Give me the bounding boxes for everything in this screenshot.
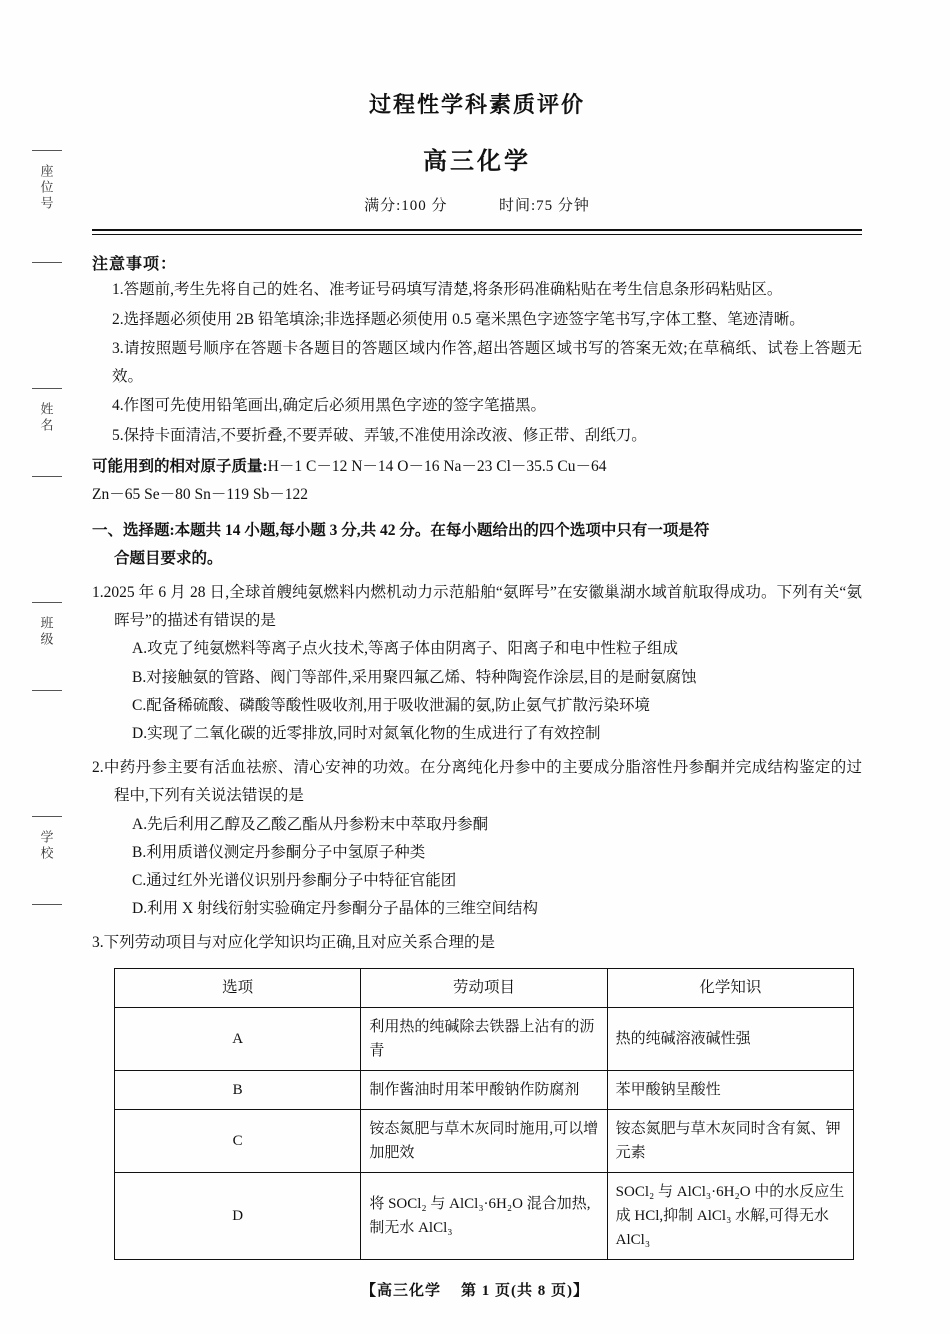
section-heading-line1: 一、选择题:本题共 14 小题,每小题 3 分,共 42 分。在每小题给出的四个选项中只有一项是符 [92, 522, 710, 540]
table-row [115, 1110, 854, 1173]
atomic-mass-block [92, 453, 862, 509]
table-row [115, 1008, 854, 1071]
question-1-option-a: A.攻克了纯氨燃料等离子点火技术,等离子体由阴离子、阳离子和电中性粒子组成 [132, 640, 678, 658]
notice-item: 4.作图可先使用铅笔画出,确定后必须用黑色字迹的签字笔描黑。 [112, 397, 547, 415]
margin-rule [32, 816, 62, 817]
question-1-option-b: B.对接触氨的管路、阀门等部件,采用聚四氟乙烯、特种陶瓷作涂层,目的是耐氨腐蚀 [132, 668, 697, 686]
section-heading [92, 517, 862, 573]
margin-label-seat: 座位号 [38, 164, 54, 212]
subject-title: 高三化学 [423, 149, 531, 175]
footer-left-bracket: 【 [360, 1283, 377, 1299]
margin-rule [32, 690, 62, 691]
question-3-stem: 3.下列劳动项目与对应化学知识均正确,且对应关系合理的是 [92, 934, 496, 952]
question-2-stem: 2.中药丹参主要有活血祛瘀、清心安神的功效。在分离纯化丹参中的主要成分脂溶性丹参酮并完成结构鉴定的过程中,下列有关说法错误的是 [92, 759, 862, 805]
atomic-mass-label: 可能用到的相对原子质量: [92, 458, 268, 476]
header-divider [92, 229, 862, 235]
atomic-mass-line1: H－1 C－12 N－14 O－16 Na－23 Cl－35.5 Cu－64 [267, 458, 607, 476]
notice-title: 注意事项： [92, 256, 178, 273]
margin-label-school: 学校 [38, 830, 54, 862]
table-header-knowledge: 化学知识 [607, 968, 853, 1008]
question-2-option-d: D.利用 X 射线衍射实验确定丹参酮分子晶体的三维空间结构 [132, 900, 539, 918]
margin-rule [32, 388, 62, 389]
margin-rule [32, 904, 62, 905]
notice-item: 1.答题前,考生先将自己的姓名、准考证号码填写清楚,将条形码准确粘贴在考生信息条形码粘贴区。 [112, 281, 783, 298]
margin-rule [32, 476, 62, 477]
page-title: 过程性学科素质评价 [368, 92, 585, 117]
page-footer [0, 1279, 950, 1300]
row-labor: 制作酱油时用苯甲酸钠作防腐剂 [361, 1071, 607, 1110]
footer-right-bracket: 】 [573, 1283, 590, 1299]
row-labor: 利用热的纯碱除去铁器上沾有的沥青 [361, 1008, 607, 1071]
full-score-label: 满分:100 分 [364, 198, 448, 214]
question-2-option-c: C.通过红外光谱仪识别丹参酮分子中特征官能团 [132, 872, 457, 890]
labor-knowledge-table [114, 968, 854, 1261]
notice-list [92, 276, 862, 449]
row-knowledge: 热的纯碱溶液碱性强 [607, 1008, 853, 1071]
row-choice: B [115, 1071, 361, 1110]
table-header-choice: 选项 [115, 968, 361, 1008]
question-1-option-c: C.配备稀硫酸、磷酸等酸性吸收剂,用于吸收泄漏的氨,防止氨气扩散污染环境 [132, 696, 650, 714]
table-row [115, 1071, 854, 1110]
row-choice: D [115, 1173, 361, 1260]
row-knowledge: 苯甲酸钠呈酸性 [607, 1071, 853, 1110]
table-header-row [115, 968, 854, 1008]
page-content [92, 0, 862, 1260]
row-knowledge: SOCl₂ 与 AlCl₃·6H₂O 中的水反应生成 HCl,抑制 AlCl₃ 水解,可得无水 AlCl₃ [607, 1173, 853, 1260]
margin-rule [32, 150, 62, 151]
margin-label-class: 班级 [38, 616, 54, 648]
duration-label: 时间:75 分钟 [499, 198, 590, 214]
margin-label-name: 姓名 [38, 402, 54, 434]
exam-meta [92, 194, 862, 215]
question-1 [92, 579, 862, 748]
question-2-option-a: A.先后利用乙醇及乙酸乙酯从丹参粉末中萃取丹参酮 [132, 815, 489, 833]
row-knowledge: 铵态氮肥与草木灰同时含有氮、钾元素 [607, 1110, 853, 1173]
table-row [115, 1173, 854, 1260]
notice-item: 2.选择题必须使用 2B 铅笔填涂;非选择题必须使用 0.5 毫米黑色字迹签字笔书写,字体工整、笔迹清晰。 [112, 310, 805, 328]
row-choice: C [115, 1110, 361, 1173]
table-header-labor: 劳动项目 [361, 968, 607, 1008]
margin-rule [32, 262, 62, 263]
section-heading-line2: 合题目要求的。 [114, 550, 223, 568]
question-2 [92, 754, 862, 923]
footer-subject: 高三化学 [376, 1283, 441, 1299]
question-1-option-d: D.实现了二氧化碳的近零排放,同时对氮氧化物的生成进行了有效控制 [132, 725, 601, 743]
footer-page-number: 第 1 页(共 8 页) [461, 1283, 573, 1299]
row-labor: 铵态氮肥与草木灰同时施用,可以增加肥效 [361, 1110, 607, 1173]
question-3 [92, 929, 862, 957]
notice-item: 5.保持卡面清洁,不要折叠,不要弄破、弄皱,不准使用涂改液、修正带、刮纸刀。 [112, 426, 647, 444]
notice-item: 3.请按照题号顺序在答题卡各题目的答题区域内作答,超出答题区域书写的答案无效;在草稿纸、试卷上答题无效。 [112, 340, 862, 385]
row-labor: 将 SOCl₂ 与 AlCl₃·6H₂O 混合加热,制无水 AlCl₃ [361, 1173, 607, 1260]
question-2-option-b: B.利用质谱仪测定丹参酮分子中氢原子种类 [132, 843, 426, 861]
atomic-mass-line2: Zn－65 Se－80 Sn－119 Sb－122 [92, 486, 309, 504]
question-1-stem: 1.2025 年 6 月 28 日,全球首艘纯氨燃料内燃机动力示范船舶“氨晖号”在安徽巢湖水域首航取得成功。下列有关“氨晖号”的描述有错误的是 [92, 584, 862, 630]
margin-rule [32, 602, 62, 603]
row-choice: A [115, 1008, 361, 1071]
margin-labels [26, 150, 66, 1150]
